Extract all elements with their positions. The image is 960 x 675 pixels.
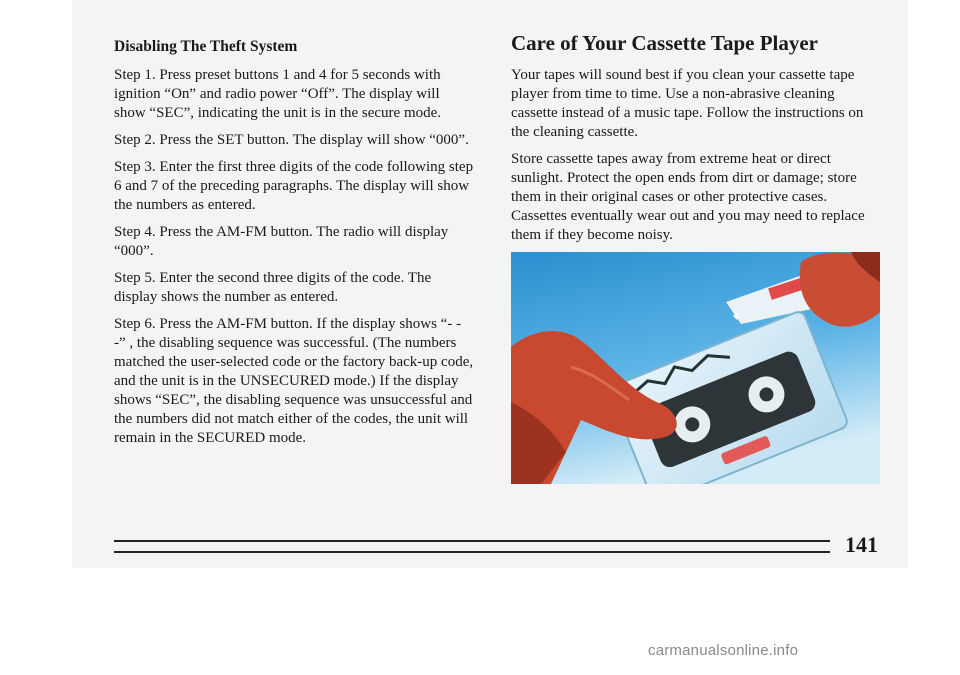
step-5-paragraph: Step 5. Enter the second three digits of the code. The display shows the number as entered. xyxy=(114,269,432,305)
watermark-text: carmanualsonline.info xyxy=(648,642,799,659)
step-6-paragraph: Step 6. Press the AM-FM button. If the display shows “- - -” , the disabling sequence was successful. (The numbers matched the user-selected code or the factory back-up code, and the unit is in the UNSECURED mode.) If the display shows “SEC”, the disabling sequence was unsuccessful and the numbers did not match either of the codes, the unit will remain in the SECURED mode. xyxy=(114,315,474,446)
cassette-cleaning-photo xyxy=(511,252,880,484)
cassette-paragraph-2: Store cassette tapes away from extreme heat or direct sunlight. Protect the open ends from dirt or damage; store them in their original cases or other protective cases. Cassettes eventually wear out and you may need to replace them if they become noisy. xyxy=(511,151,865,244)
footer-rule-lower xyxy=(114,551,830,553)
cassette-care-section xyxy=(511,31,881,253)
cassette-paragraph-1: Your tapes will sound best if you clean your cassette tape player from time to time. Use a non-abrasive cleaning cassette instead of a music tape. Follow the instructions on the cleaning cassette. xyxy=(511,67,864,141)
section-heading-theft: Disabling The Theft System xyxy=(114,38,298,55)
footer-rule-upper xyxy=(114,540,830,542)
step-2-paragraph: Step 2. Press the SET button. The display will show “000”. xyxy=(114,131,469,148)
theft-system-section xyxy=(114,38,474,456)
step-3-paragraph: Step 3. Enter the first three digits of the code following step 6 and 7 of the preceding paragraphs. The display will show the numbers as entered. xyxy=(114,158,474,213)
step-4-paragraph: Step 4. Press the AM-FM button. The radio will display “000”. xyxy=(114,223,449,259)
section-heading-cassette: Care of Your Cassette Tape Player xyxy=(511,31,818,55)
page-number: 141 xyxy=(845,532,878,557)
step-1-paragraph: Step 1. Press preset buttons 1 and 4 for 5 seconds with ignition “On” and radio power “Off”. The display will show “SEC”, indicating the unit is in the secure mode. xyxy=(114,66,442,121)
